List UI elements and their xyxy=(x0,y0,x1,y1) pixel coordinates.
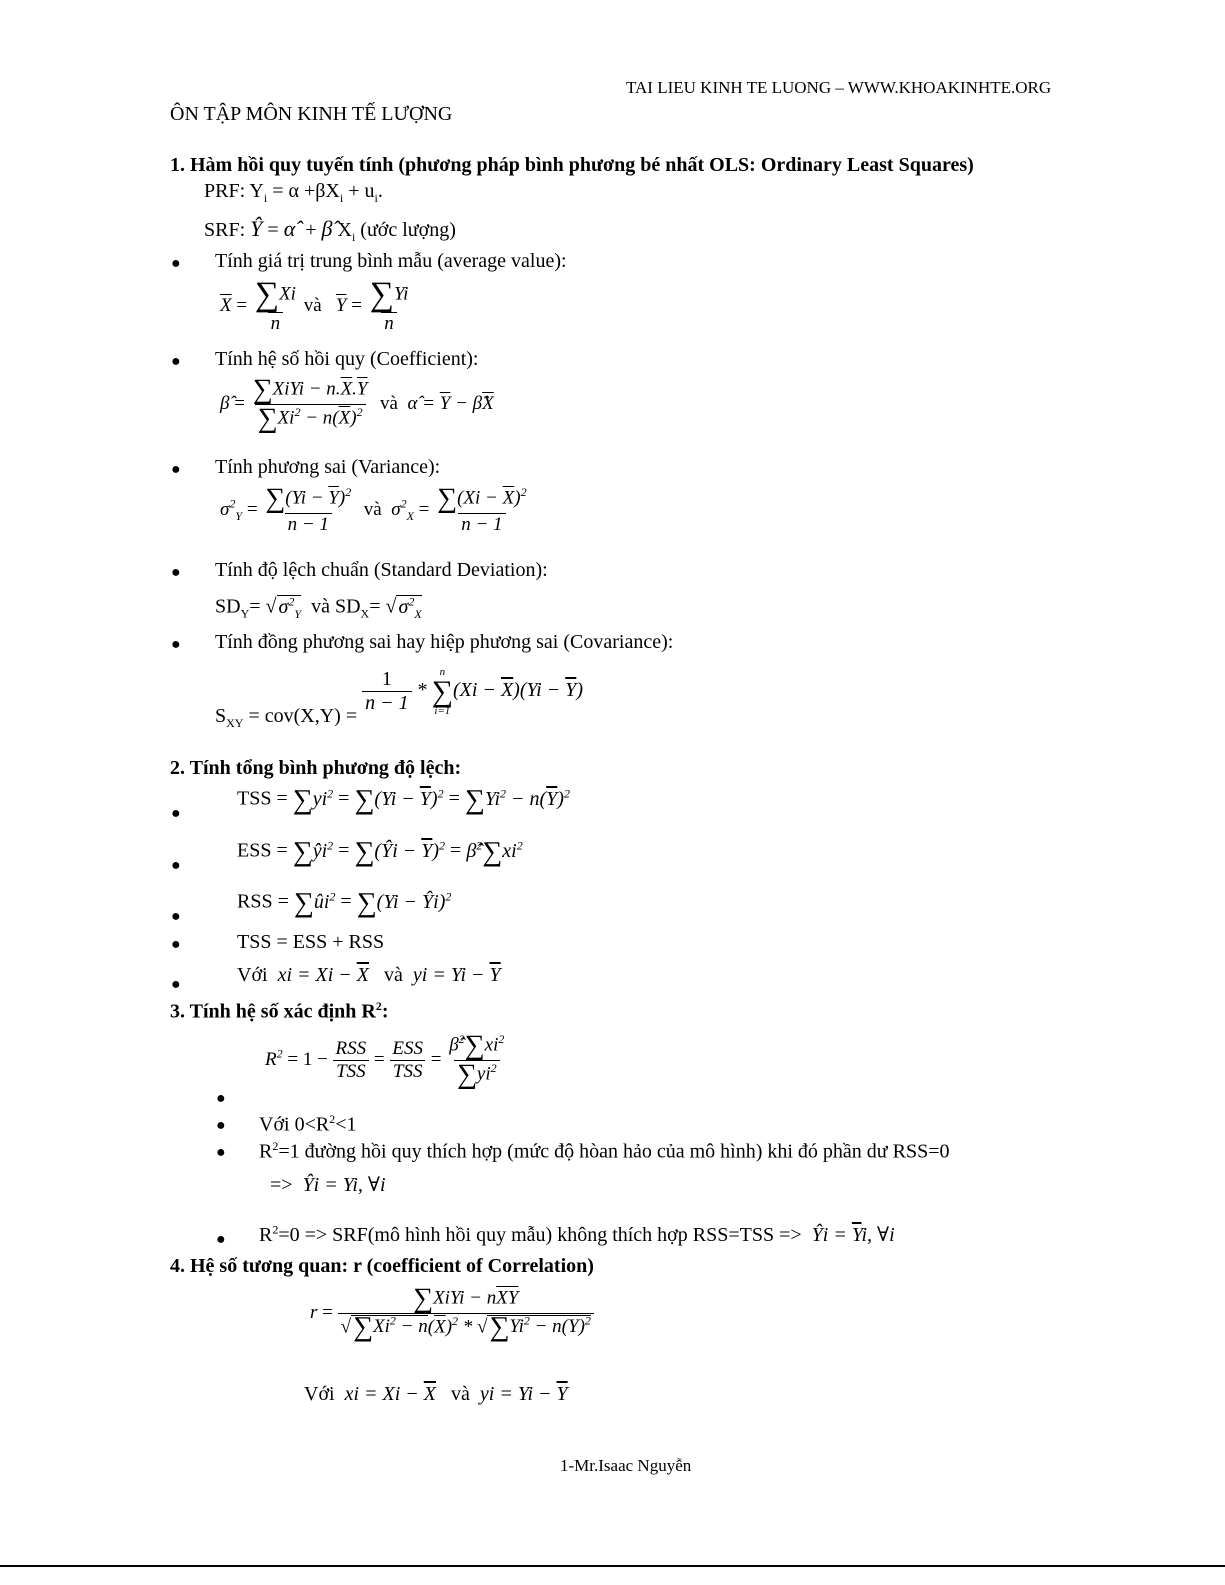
bullet-covariance-label: Tính đồng phương sai hay hiệp phương sai (Covariance): xyxy=(215,631,674,653)
correlation-formula: r = $\frac{\sum XiYi - n\overline{XY}}{√\sum Xi^2 - n(\overline{X})^2 * √\sum Yi^2 - n(\overline{Y})^2}$ xyxy=(310,1285,594,1342)
r-squared-one: $R^2=1$ đường hồi quy thích hợp (mức độ hòan hảo của mô hình) khi đó phần dư RSS=0 xyxy=(259,1139,950,1163)
bullet-dot-icon: ● xyxy=(171,255,181,272)
bullet-variance-label: Tính phương sai (Variance): xyxy=(215,456,441,478)
correlation-definitions: Với xi = $Xi - \overline{X}$ và yi = $Yi - \overline{Y}$ xyxy=(304,1383,568,1405)
covariance-formula: $S_{XY} = cov(X,Y)$ = $\frac{1}{n - 1}$ * n ∑ i=1 $(Xi - \overline{X})(Yi - \overline{Y})$ xyxy=(215,666,583,731)
deviation-definitions: Với xi = $Xi - \overline{X}$ và yi = $Yi - \overline{Y}$ xyxy=(237,964,501,986)
tss-identity: TSS = ESS + RSS xyxy=(237,931,385,953)
page-footer: 1-Mr.Isaac Nguyễn xyxy=(560,1456,692,1475)
variance-formulas: $\sigma^2_Y$ = $\frac{\sum(Yi - \overline{Y})^2}{n - 1}$ và $\sigma^2_X$ = $\frac{\sum(Xi - \overline{X})^2}{n - 1}$ xyxy=(220,483,527,535)
section-4-title: 4. Hệ số tương quan: r (coefficient of Correlation) xyxy=(170,1255,594,1277)
bullet-sd-label: Tính độ lệch chuẩn (Standard Deviation): xyxy=(215,559,548,581)
sd-formulas: $SD_Y=$ √ $\sigma^2_Y$ và $SD_X=$ √ $\sigma^2_X$ xyxy=(215,594,422,621)
ess-formula: ESS = $\sum ŷi^2$ = ∑(Ŷi − $\overline{Y})^2$ = $\betâ^2\sum xi^2$ xyxy=(237,836,523,868)
bullet-dot-icon: ● xyxy=(171,805,181,822)
bullet-dot-icon: ● xyxy=(216,1117,226,1134)
rss-formula: RSS = $\sum ûi^2 = \sum(Yi$ − Ŷi)$^2$ xyxy=(237,887,452,919)
doc-title: ÔN TẬP MÔN KINH TẾ LƯỢNG xyxy=(170,103,453,125)
r-squared-range: Với $0<R^2<1$ xyxy=(259,1112,357,1136)
r-squared-zero: $R^2=0$ => SRF(mô hình hồi quy mẫu) không thích hợp RSS=TSS => Ŷi = $\overline{Y}i$, ∀i xyxy=(259,1222,895,1246)
bullet-dot-icon: ● xyxy=(216,1090,226,1107)
r-squared-one-implication: => Ŷi = Yi, ∀i xyxy=(270,1174,386,1196)
coefficient-formulas: β̂ = $\frac{\sum XiYi - n.\overline{X}.\overline{Y}}{\sum Xi^2 - n(\overline{X})^2}$ và α̂ = $\overline{Y}$ − $\betâ\overline{X}$ xyxy=(220,374,494,434)
section-1-title: 1. Hàm hồi quy tuyến tính (phương pháp bình phương bé nhất OLS: Ordinary Least Squares) xyxy=(170,154,974,176)
bullet-dot-icon: ● xyxy=(171,636,181,653)
bullet-dot-icon: ● xyxy=(171,936,181,953)
bullet-dot-icon: ● xyxy=(171,353,181,370)
tss-formula: TSS = $\sum yi^2 = \sum(Yi - \overline{Y})^2 = \sum Yi^2 - n(\overline{Y})^2$ xyxy=(237,784,570,816)
srf-formula: SRF: Ŷ = α̂ + β̂ $X_i$ (ước lượng) xyxy=(204,216,456,244)
page-bottom-rule xyxy=(0,1565,1225,1567)
bullet-dot-icon: ● xyxy=(171,857,181,874)
bullet-dot-icon: ● xyxy=(171,564,181,581)
header-site: TAI LIEU KINH TE LUONG – WWW.KHOAKINHTE.ORG xyxy=(626,78,1052,97)
bullet-dot-icon: ● xyxy=(171,976,181,993)
bullet-average-label: Tính giá trị trung bình mẫu (average value): xyxy=(215,250,567,272)
bullet-dot-icon: ● xyxy=(216,1144,226,1161)
section-3-title: 3. Tính hệ số xác định $R^2$: xyxy=(170,999,389,1023)
section-2-title: 2. Tính tổng bình phương độ lệch: xyxy=(170,757,462,779)
bullet-dot-icon: ● xyxy=(216,1231,226,1248)
bullet-dot-icon: ● xyxy=(171,461,181,478)
mean-formulas: $\overline{X}$ = $\frac{\sum Xi}{n}$ và $\overline{Y}$ = $\frac{\sum Yi}{n}$ xyxy=(220,276,409,334)
bullet-coefficient-label: Tính hệ số hồi quy (Coefficient): xyxy=(215,348,479,370)
bullet-dot-icon: ● xyxy=(171,908,181,925)
r-squared-formula: $R^2 = 1$ − $\frac{\text{RSS}}{\text{TSS}}$ = $\frac{\text{ESS}}{\text{TSS}}$ = $\frac{\betâ^2\sum xi^2}{\sum yi^2}$ xyxy=(265,1030,505,1090)
prf-formula: PRF: $Y_i = \alpha +\beta X_i + u_i$. xyxy=(204,180,383,205)
